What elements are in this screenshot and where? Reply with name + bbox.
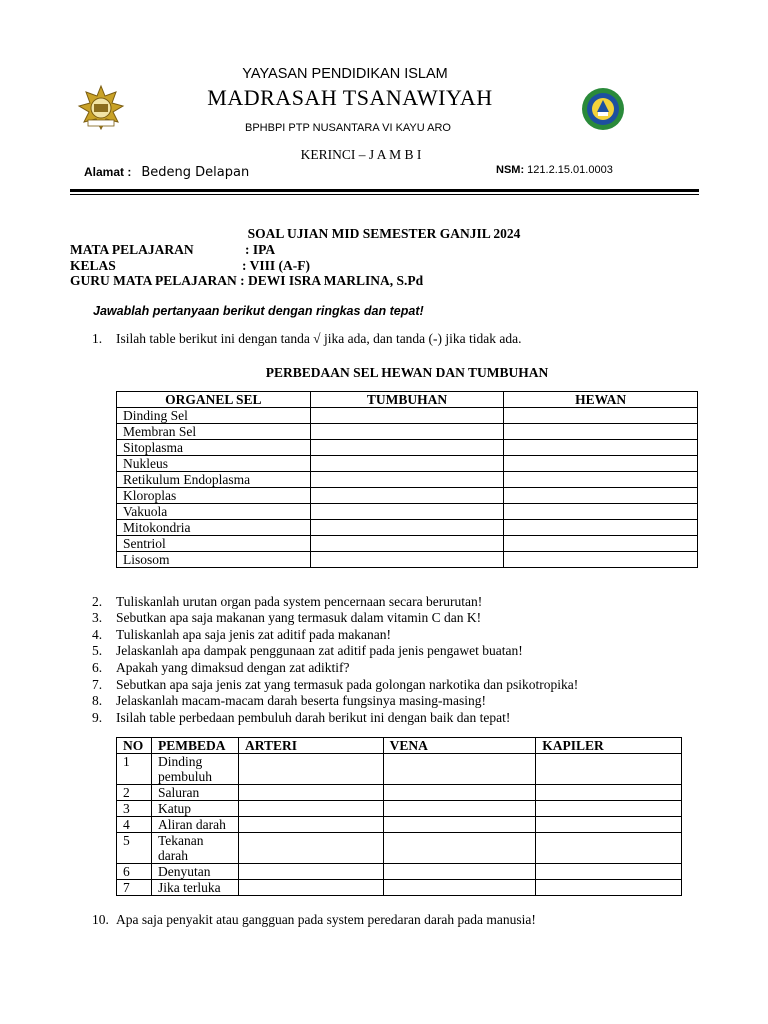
teacher-value: : DEWI ISRA MARLINA, S.Pd	[240, 273, 424, 288]
kapiler-cell[interactable]	[536, 880, 682, 896]
vena-cell[interactable]	[383, 801, 536, 817]
question-text: Tuliskanlah apa saja jenis zat aditif pada makanan!	[116, 627, 392, 642]
organization-name: BPHBPI PTP NUSANTARA VI KAYU ARO	[244, 122, 451, 134]
arteri-cell[interactable]	[238, 833, 383, 864]
question-text: Isilah table perbedaan pembuluh darah berikut ini dengan baik dan tepat!	[116, 710, 511, 725]
address-value: Bedeng Delapan	[141, 165, 250, 180]
table-row	[117, 785, 682, 801]
tumbuhan-cell[interactable]	[310, 424, 504, 440]
table-row	[117, 880, 682, 896]
organel-name: Nukleus	[117, 456, 311, 472]
arteri-cell[interactable]	[238, 801, 383, 817]
row-number: 5	[117, 833, 152, 864]
header-tumbuhan: TUMBUHAN	[310, 392, 504, 408]
pembeda-name: Katup	[151, 801, 238, 817]
kapiler-cell[interactable]	[536, 817, 682, 833]
organel-name: Kloroplas	[117, 488, 311, 504]
school-name: MADRASAH TSANAWIYAH	[207, 85, 493, 110]
header-hewan: HEWAN	[504, 392, 698, 408]
row-number: 7	[117, 880, 152, 896]
header-kapiler: KAPILER	[536, 738, 682, 754]
question-number: 2.	[92, 594, 103, 609]
header-organel: ORGANEL SEL	[117, 392, 311, 408]
hewan-cell[interactable]	[504, 424, 698, 440]
arteri-cell[interactable]	[238, 880, 383, 896]
table-row	[117, 536, 698, 552]
kapiler-cell[interactable]	[536, 801, 682, 817]
question-text: Tuliskanlah urutan organ pada system pencernaan secara berurutan!	[116, 594, 483, 609]
question-number: 1.	[92, 331, 103, 346]
arteri-cell[interactable]	[238, 754, 383, 785]
table-row	[117, 504, 698, 520]
header-pembeda: PEMBEDA	[151, 738, 238, 754]
table-row	[117, 801, 682, 817]
question-text: Sebutkan apa saja jenis zat yang termasuk pada golongan narkotika dan psikotropika!	[116, 677, 579, 692]
table-row	[117, 440, 698, 456]
blood-vessel-table	[116, 737, 682, 896]
vena-cell[interactable]	[383, 817, 536, 833]
organel-name: Sentriol	[117, 536, 311, 552]
header-no: NO	[117, 738, 152, 754]
teacher-label: GURU MATA PELAJARAN	[70, 273, 237, 288]
question-number: 9.	[92, 710, 103, 725]
question-number: 8.	[92, 693, 103, 708]
tumbuhan-cell[interactable]	[310, 408, 504, 424]
question-9	[92, 710, 510, 726]
hewan-cell[interactable]	[504, 520, 698, 536]
organel-name: Lisosom	[117, 552, 311, 568]
subject-row	[70, 242, 423, 258]
question-10	[92, 912, 536, 928]
organel-name: Vakuola	[117, 504, 311, 520]
question-number: 6.	[92, 660, 103, 675]
arteri-cell[interactable]	[238, 817, 383, 833]
question-number: 5.	[92, 643, 103, 658]
row-number: 1	[117, 754, 152, 785]
question-text: Apakah yang dimaksud dengan zat adiktif?	[116, 660, 350, 675]
kapiler-cell[interactable]	[536, 754, 682, 785]
class-row	[70, 258, 423, 274]
nsm-label: NSM:	[496, 164, 525, 176]
table-row	[117, 488, 698, 504]
hewan-cell[interactable]	[504, 552, 698, 568]
table-row	[117, 520, 698, 536]
kapiler-cell[interactable]	[536, 864, 682, 880]
region-name: KERINCI – J A M B I	[300, 147, 422, 162]
hewan-cell[interactable]	[504, 472, 698, 488]
tumbuhan-cell[interactable]	[310, 504, 504, 520]
question-text: Sebutkan apa saja makanan yang termasuk dalam vitamin C dan K!	[116, 610, 482, 625]
nsm-value: 121.2.15.01.0003	[527, 164, 613, 176]
row-number: 6	[117, 864, 152, 880]
question-6	[92, 660, 350, 676]
pembeda-name: Saluran	[151, 785, 238, 801]
question-number: 3.	[92, 610, 103, 625]
table-row	[117, 408, 698, 424]
hewan-cell[interactable]	[504, 536, 698, 552]
cell-comparison-table	[116, 391, 698, 568]
vena-cell[interactable]	[383, 833, 536, 864]
question-8	[92, 693, 486, 709]
question-5	[92, 643, 523, 659]
tumbuhan-cell[interactable]	[310, 440, 504, 456]
row-number: 2	[117, 785, 152, 801]
question-number: 4.	[92, 627, 103, 642]
pembeda-name: Tekanan darah	[151, 833, 238, 864]
subject-value: : IPA	[245, 242, 276, 257]
tumbuhan-cell[interactable]	[310, 536, 504, 552]
exam-info	[70, 242, 423, 289]
question-number: 7.	[92, 677, 103, 692]
tumbuhan-cell[interactable]	[310, 472, 504, 488]
header-divider-thick	[70, 189, 699, 192]
organel-name: Mitokondria	[117, 520, 311, 536]
question-text: Jelaskanlah macam-macam darah beserta fungsinya masing-masing!	[116, 693, 486, 708]
hewan-cell[interactable]	[504, 456, 698, 472]
question-1	[92, 331, 522, 347]
vena-cell[interactable]	[383, 754, 536, 785]
header-arteri: ARTERI	[238, 738, 383, 754]
pembeda-name: Denyutan	[151, 864, 238, 880]
instruction-text: Jawablah pertanyaan berikut dengan ringkas dan tepat!	[93, 304, 424, 318]
kapiler-cell[interactable]	[536, 785, 682, 801]
table-row	[117, 424, 698, 440]
hewan-cell[interactable]	[504, 488, 698, 504]
hewan-cell[interactable]	[504, 504, 698, 520]
organel-name: Dinding Sel	[117, 408, 311, 424]
header-vena: VENA	[383, 738, 536, 754]
table-row	[117, 754, 682, 785]
question-3	[92, 610, 481, 626]
vena-cell[interactable]	[383, 785, 536, 801]
table-row	[117, 864, 682, 880]
table-row	[117, 456, 698, 472]
exam-title: SOAL UJIAN MID SEMESTER GANJIL 2024	[247, 226, 521, 241]
question-4	[92, 627, 391, 643]
question-text: Apa saja penyakit atau gangguan pada system peredaran darah pada manusia!	[116, 912, 536, 927]
tumbuhan-cell[interactable]	[310, 456, 504, 472]
header-divider-thin	[70, 194, 699, 195]
table-header-row	[117, 738, 682, 754]
tumbuhan-cell[interactable]	[310, 488, 504, 504]
question-2	[92, 594, 482, 610]
tumbuhan-cell[interactable]	[310, 552, 504, 568]
table-row	[117, 472, 698, 488]
organel-name: Membran Sel	[117, 424, 311, 440]
row-number: 4	[117, 817, 152, 833]
row-number: 3	[117, 801, 152, 817]
question-number: 10.	[92, 912, 109, 927]
tumbuhan-cell[interactable]	[310, 520, 504, 536]
kapiler-cell[interactable]	[536, 833, 682, 864]
address-line	[84, 163, 249, 181]
teacher-row	[70, 273, 423, 289]
question-7	[92, 677, 578, 693]
hewan-cell[interactable]	[504, 440, 698, 456]
organel-name: Retikulum Endoplasma	[117, 472, 311, 488]
nsm-line	[496, 164, 613, 176]
organel-name: Sitoplasma	[117, 440, 311, 456]
class-label: KELAS	[70, 257, 116, 273]
hewan-cell[interactable]	[504, 408, 698, 424]
pembeda-name: Jika terluka	[151, 880, 238, 896]
pembeda-name: Aliran darah	[151, 817, 238, 833]
table-row	[117, 833, 682, 864]
table-header-row	[117, 392, 698, 408]
class-value: : VIII (A-F)	[242, 257, 310, 273]
question-text: Jelaskanlah apa dampak penggunaan zat aditif pada jenis pengawet buatan!	[116, 643, 523, 658]
pembeda-name: Dinding pembuluh	[151, 754, 238, 785]
table-row	[117, 552, 698, 568]
foundation-name: YAYASAN PENDIDIKAN ISLAM	[242, 66, 448, 82]
subject-label: MATA PELAJARAN	[70, 242, 194, 257]
table1-title: PERBEDAAN SEL HEWAN DAN TUMBUHAN	[265, 365, 549, 380]
arteri-cell[interactable]	[238, 785, 383, 801]
vena-cell[interactable]	[383, 880, 536, 896]
address-label: Alamat :	[84, 165, 132, 179]
question-text: Isilah table berikut ini dengan tanda √ jika ada, dan tanda (-) jika tidak ada.	[116, 331, 522, 346]
vena-cell[interactable]	[383, 864, 536, 880]
arteri-cell[interactable]	[238, 864, 383, 880]
table-row	[117, 817, 682, 833]
